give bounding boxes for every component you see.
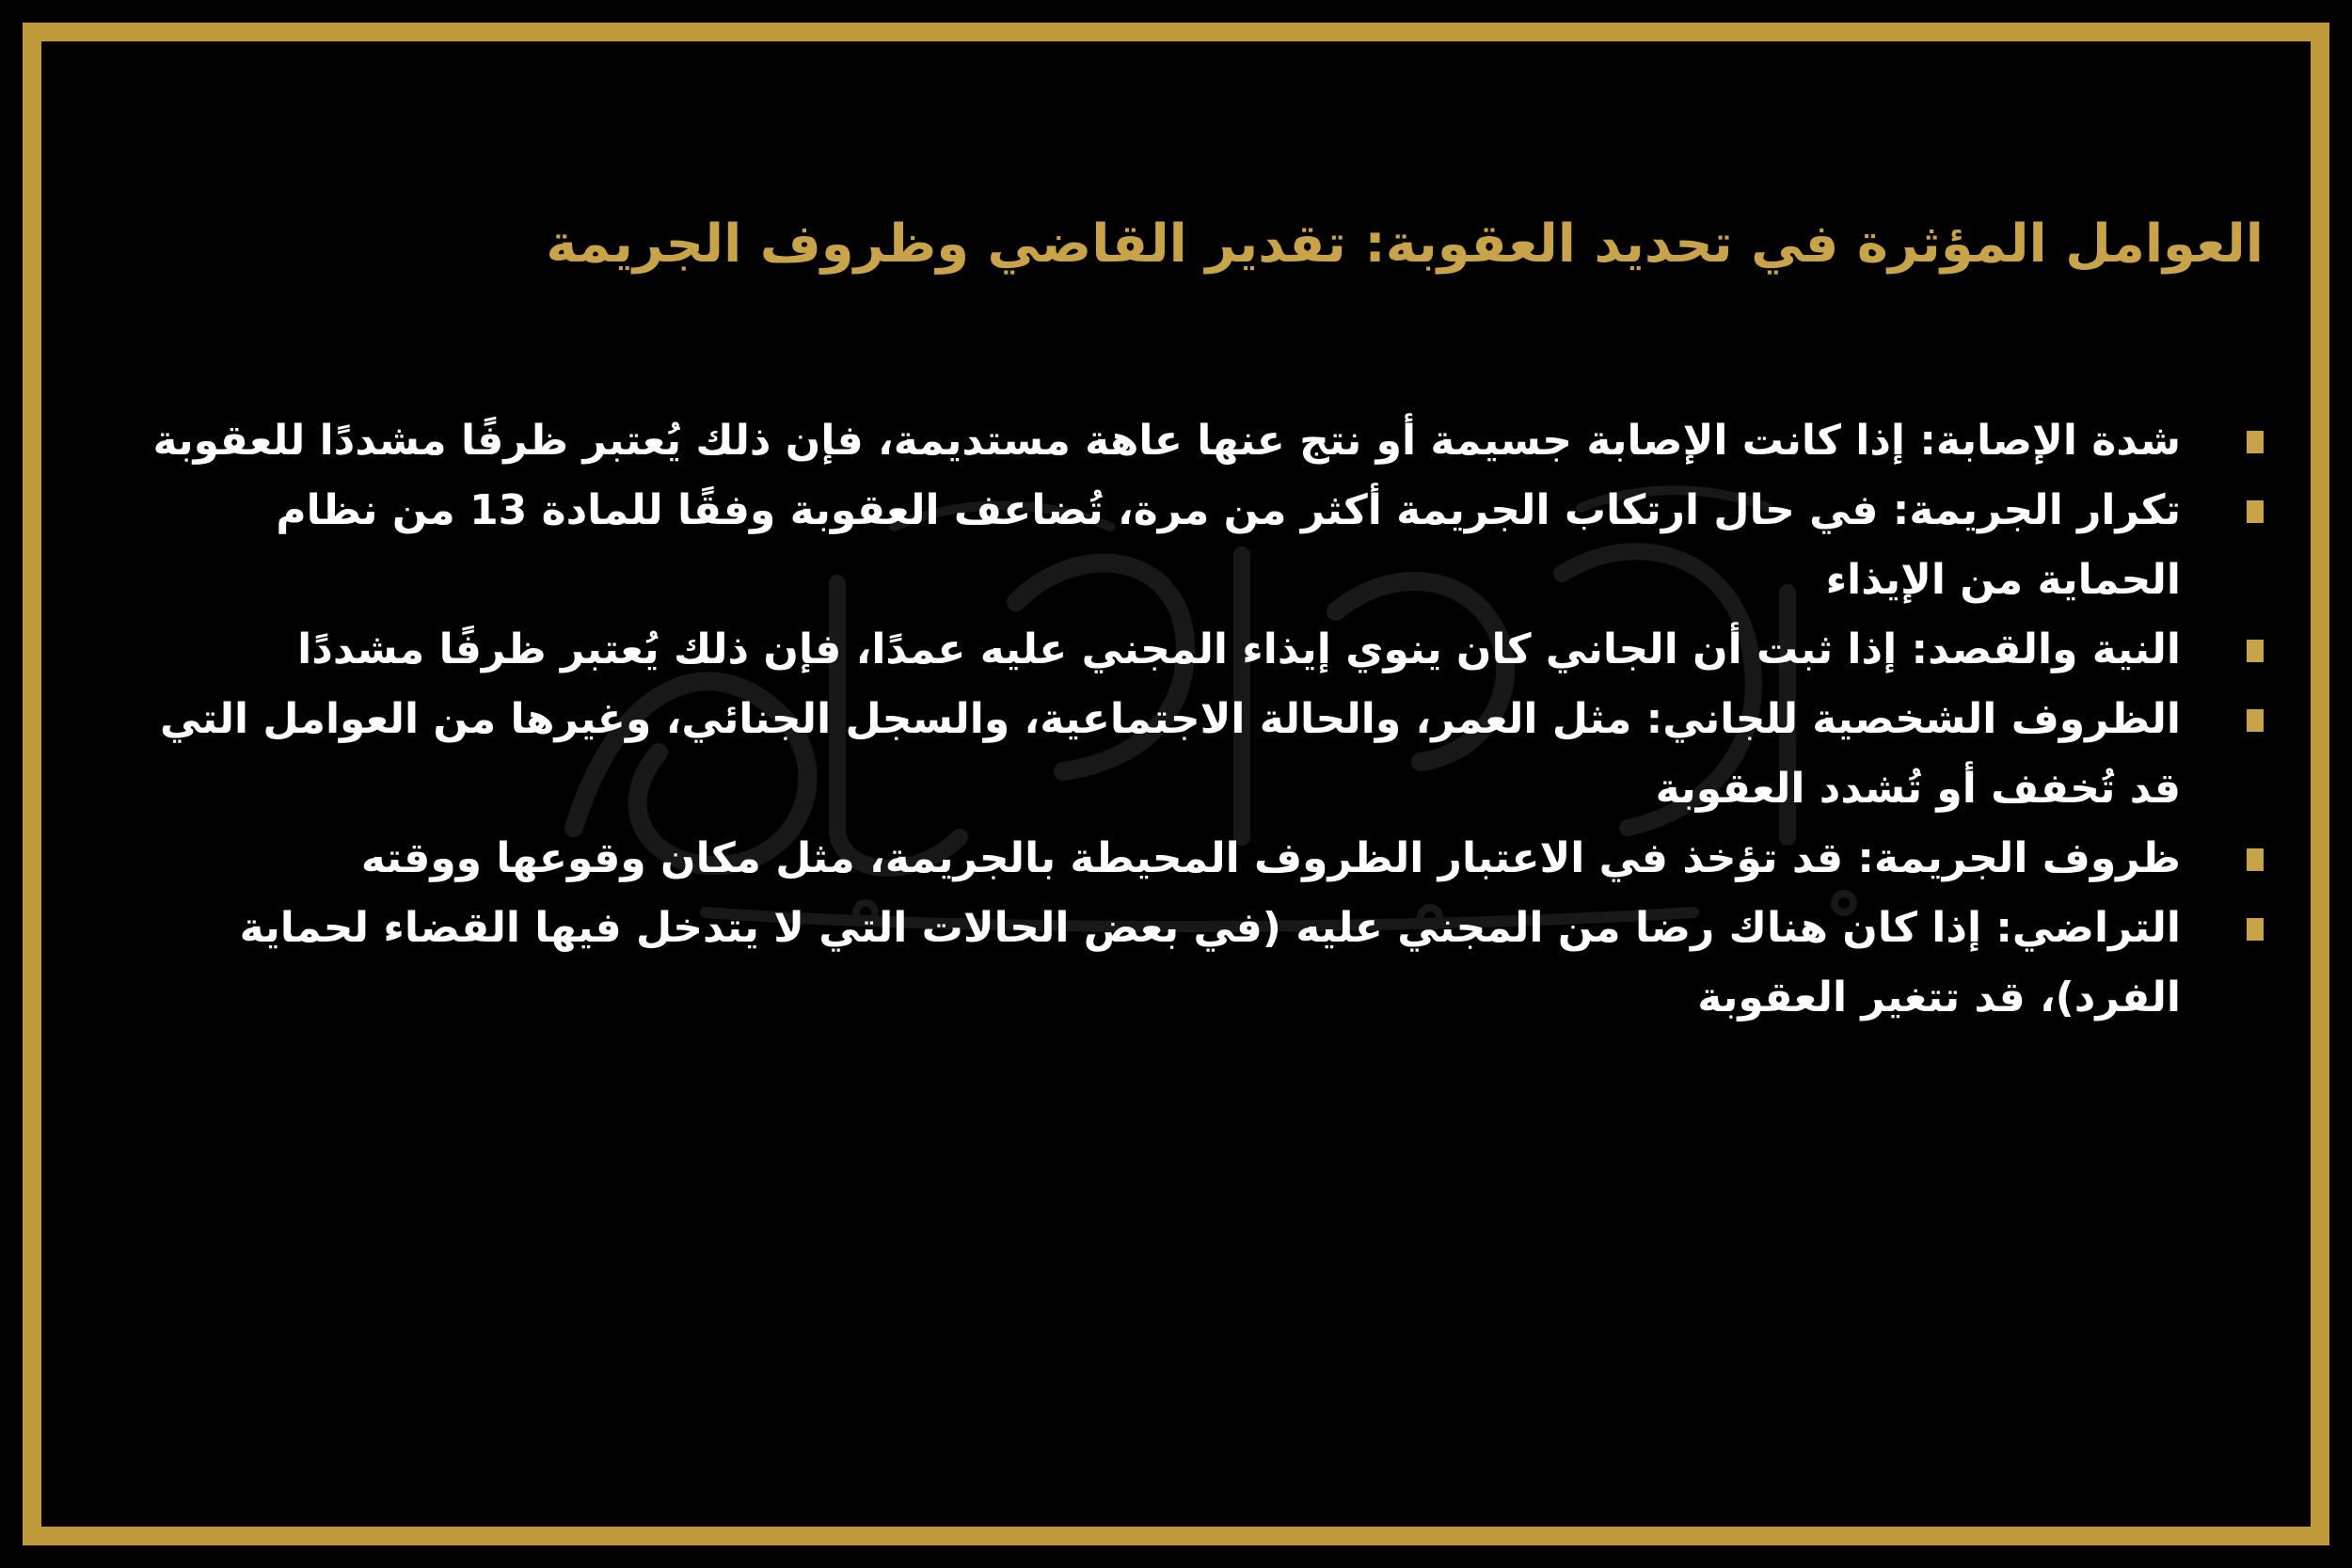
square-bullet-icon (2247, 500, 2264, 523)
bullet-text: النية والقصد: إذا ثبت أن الجاني كان ينوي إيذاء المجني عليه عمدًا، فإن ذلك يُعتبر ظرفًا مشددًا (297, 626, 2181, 673)
bullet-text: شدة الإصابة: إذا كانت الإصابة جسيمة أو نتج عنها عاهة مستديمة، فإن ذلك يُعتبر ظرفًا مشددًا للعقوبة (152, 417, 2181, 465)
bullet-item-personal-circumstances (119, 685, 2264, 824)
bullet-text: ظروف الجريمة: قد تؤخذ في الاعتبار الظروف المحيطة بالجريمة، مثل مكان وقوعها ووقته (360, 834, 2181, 882)
bullet-item-intent (119, 615, 2264, 685)
bullet-text: تكرار الجريمة: في حال ارتكاب الجريمة أكثر من مرة، تُضاعف العقوبة وفقًا للمادة 13 من نظام الحماية من الإيذاء (276, 486, 2181, 604)
bullet-text: التراضي: إذا كان هناك رضا من المجني عليه (في بعض الحالات التي لا يتدخل فيها القضاء لحماية الفرد)، قد تتغير العقوبة (239, 904, 2181, 1022)
bullet-list (119, 406, 2264, 1033)
square-bullet-icon (2247, 918, 2264, 941)
bullet-item-severity (119, 406, 2264, 476)
square-bullet-icon (2247, 431, 2264, 453)
bullet-item-crime-circumstances (119, 824, 2264, 894)
bullet-text: الظروف الشخصية للجاني: مثل العمر، والحالة الاجتماعية، والسجل الجنائي، وغيرها من العوامل التي قد تُخفف أو تُشدد العقوبة (160, 695, 2181, 813)
square-bullet-icon (2247, 848, 2264, 871)
bullet-item-consent (119, 894, 2264, 1033)
square-bullet-icon (2247, 640, 2264, 662)
square-bullet-icon (2247, 709, 2264, 732)
bullet-item-repetition (119, 476, 2264, 615)
slide-title: العوامل المؤثرة في تحديد العقوبة: تقدير القاضي وظروف الجريمة (546, 214, 2264, 275)
